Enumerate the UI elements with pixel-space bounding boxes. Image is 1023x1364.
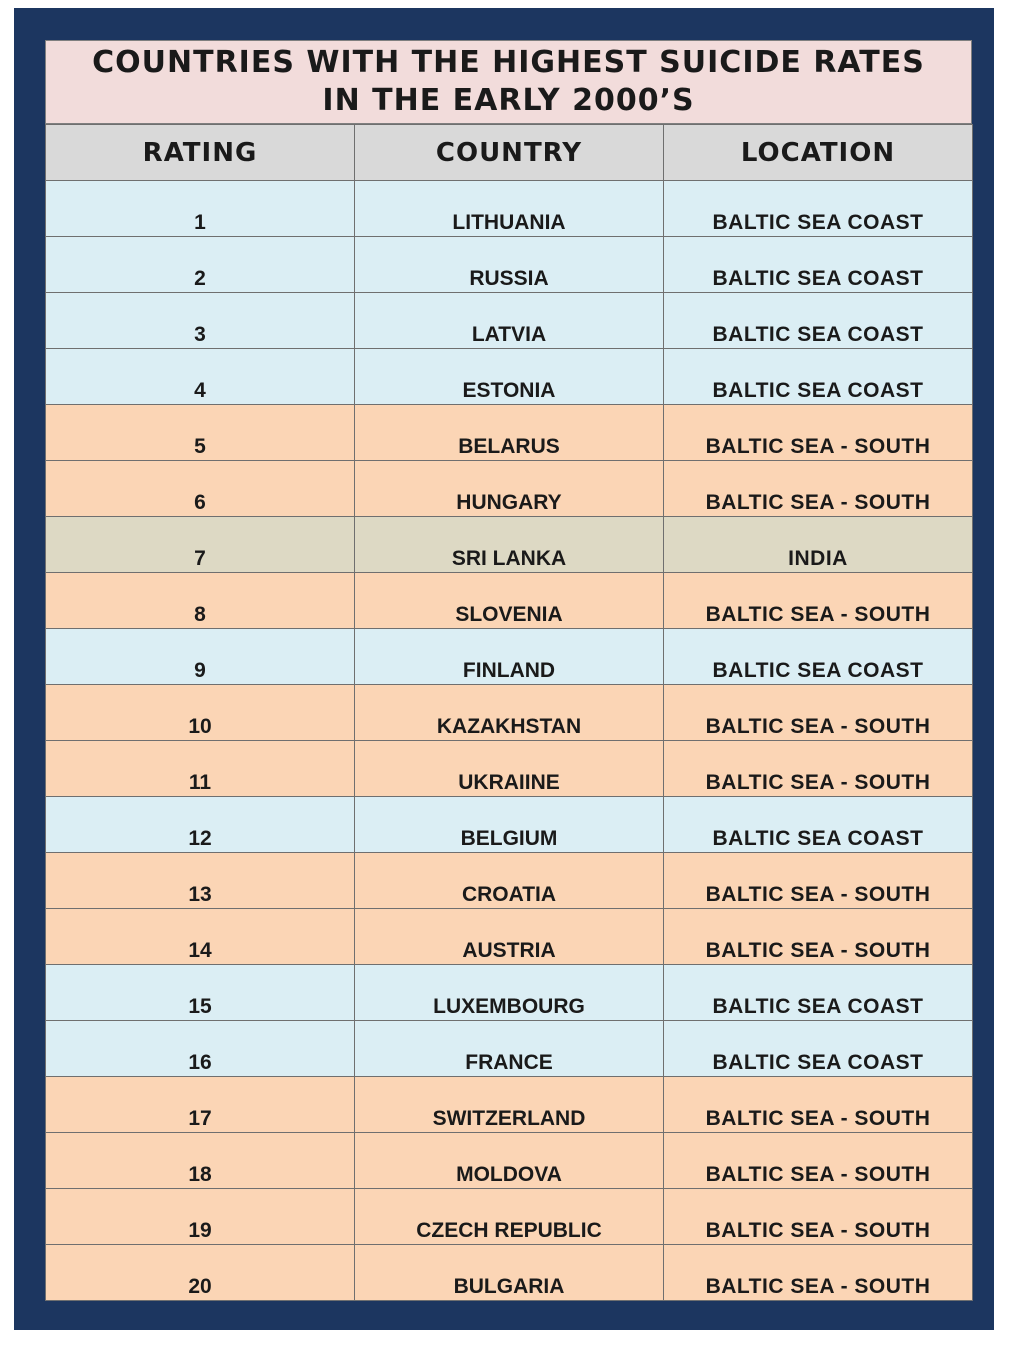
table-body bbox=[46, 181, 973, 1301]
country-cell: FINLAND bbox=[355, 629, 664, 685]
country-cell: BULGARIA bbox=[355, 1245, 664, 1301]
table-row bbox=[46, 181, 973, 237]
table-row bbox=[46, 573, 973, 629]
table-row bbox=[46, 629, 973, 685]
location-cell: BALTIC SEA - SOUTH bbox=[664, 741, 973, 797]
table-row bbox=[46, 741, 973, 797]
location-cell: BALTIC SEA COAST bbox=[664, 293, 973, 349]
table-row bbox=[46, 685, 973, 741]
rating-cell: 6 bbox=[46, 461, 355, 517]
table-row bbox=[46, 1077, 973, 1133]
table-row bbox=[46, 237, 973, 293]
title-banner bbox=[45, 40, 972, 124]
location-cell: BALTIC SEA - SOUTH bbox=[664, 853, 973, 909]
table-row bbox=[46, 965, 973, 1021]
ranking-sheet bbox=[45, 40, 972, 1301]
country-cell: MOLDOVA bbox=[355, 1133, 664, 1189]
location-cell: BALTIC SEA COAST bbox=[664, 965, 973, 1021]
rating-cell: 10 bbox=[46, 685, 355, 741]
country-cell: SWITZERLAND bbox=[355, 1077, 664, 1133]
header-rating: RATING bbox=[46, 125, 355, 181]
rating-cell: 18 bbox=[46, 1133, 355, 1189]
title-line-1: COUNTRIES WITH THE HIGHEST SUICIDE RATES bbox=[92, 45, 925, 80]
rating-cell: 16 bbox=[46, 1021, 355, 1077]
header-row bbox=[46, 125, 973, 181]
rating-cell: 1 bbox=[46, 181, 355, 237]
rating-cell: 11 bbox=[46, 741, 355, 797]
country-cell: RUSSIA bbox=[355, 237, 664, 293]
rating-cell: 19 bbox=[46, 1189, 355, 1245]
table-row bbox=[46, 461, 973, 517]
country-cell: FRANCE bbox=[355, 1021, 664, 1077]
country-cell: SRI LANKA bbox=[355, 517, 664, 573]
rating-cell: 17 bbox=[46, 1077, 355, 1133]
rating-cell: 15 bbox=[46, 965, 355, 1021]
location-cell: BALTIC SEA COAST bbox=[664, 349, 973, 405]
country-cell: KAZAKHSTAN bbox=[355, 685, 664, 741]
country-cell: CZECH REPUBLIC bbox=[355, 1189, 664, 1245]
location-cell: BALTIC SEA - SOUTH bbox=[664, 909, 973, 965]
location-cell: BALTIC SEA - SOUTH bbox=[664, 461, 973, 517]
location-cell: BALTIC SEA - SOUTH bbox=[664, 1245, 973, 1301]
country-cell: SLOVENIA bbox=[355, 573, 664, 629]
location-cell: BALTIC SEA COAST bbox=[664, 181, 973, 237]
rating-cell: 3 bbox=[46, 293, 355, 349]
rating-cell: 2 bbox=[46, 237, 355, 293]
title-line-2: IN THE EARLY 2000’S bbox=[322, 83, 695, 118]
country-cell: CROATIA bbox=[355, 853, 664, 909]
rating-cell: 14 bbox=[46, 909, 355, 965]
rating-cell: 5 bbox=[46, 405, 355, 461]
location-cell: BALTIC SEA COAST bbox=[664, 629, 973, 685]
table-row bbox=[46, 405, 973, 461]
rating-cell: 7 bbox=[46, 517, 355, 573]
table-row bbox=[46, 349, 973, 405]
rating-cell: 9 bbox=[46, 629, 355, 685]
country-cell: BELGIUM bbox=[355, 797, 664, 853]
country-cell: LUXEMBOURG bbox=[355, 965, 664, 1021]
location-cell: BALTIC SEA - SOUTH bbox=[664, 573, 973, 629]
table-row bbox=[46, 517, 973, 573]
table-row bbox=[46, 853, 973, 909]
rating-cell: 4 bbox=[46, 349, 355, 405]
table-row bbox=[46, 1133, 973, 1189]
ranking-table bbox=[45, 124, 973, 1301]
location-cell: BALTIC SEA COAST bbox=[664, 1021, 973, 1077]
table-row bbox=[46, 1021, 973, 1077]
location-cell: BALTIC SEA - SOUTH bbox=[664, 1189, 973, 1245]
rating-cell: 13 bbox=[46, 853, 355, 909]
table-row bbox=[46, 1245, 973, 1301]
country-cell: BELARUS bbox=[355, 405, 664, 461]
country-cell: LITHUANIA bbox=[355, 181, 664, 237]
country-cell: LATVIA bbox=[355, 293, 664, 349]
header-country: COUNTRY bbox=[355, 125, 664, 181]
country-cell: AUSTRIA bbox=[355, 909, 664, 965]
country-cell: ESTONIA bbox=[355, 349, 664, 405]
location-cell: BALTIC SEA - SOUTH bbox=[664, 1077, 973, 1133]
table-row bbox=[46, 797, 973, 853]
location-cell: INDIA bbox=[664, 517, 973, 573]
country-cell: UKRAIINE bbox=[355, 741, 664, 797]
rating-cell: 8 bbox=[46, 573, 355, 629]
table-row bbox=[46, 293, 973, 349]
country-cell: HUNGARY bbox=[355, 461, 664, 517]
table-row bbox=[46, 909, 973, 965]
header-location: LOCATION bbox=[664, 125, 973, 181]
rating-cell: 12 bbox=[46, 797, 355, 853]
table-row bbox=[46, 1189, 973, 1245]
location-cell: BALTIC SEA COAST bbox=[664, 237, 973, 293]
location-cell: BALTIC SEA - SOUTH bbox=[664, 405, 973, 461]
location-cell: BALTIC SEA COAST bbox=[664, 797, 973, 853]
rating-cell: 20 bbox=[46, 1245, 355, 1301]
location-cell: BALTIC SEA - SOUTH bbox=[664, 685, 973, 741]
location-cell: BALTIC SEA - SOUTH bbox=[664, 1133, 973, 1189]
